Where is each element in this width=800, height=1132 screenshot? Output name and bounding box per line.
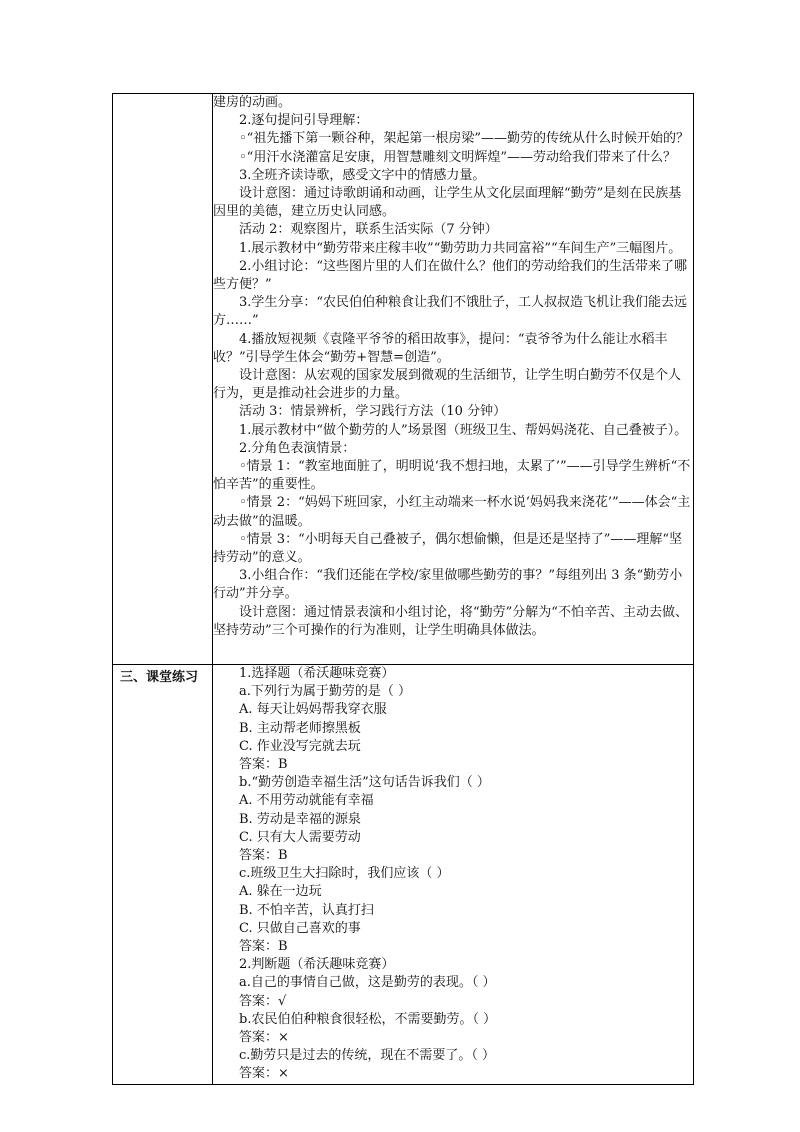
text-line: 2.小组讨论：“这些图片里的人们在做什么？他们的劳动给我们的生活带来了哪些方便？”	[213, 258, 688, 293]
practice-row	[113, 665, 694, 1085]
text-line: 2.判断题（希沃趣味竞赛）	[239, 957, 395, 973]
text-line: a.自己的事情自己做，这是勤劳的表现。（ ）	[239, 975, 496, 991]
text-line: 3.小组合作：“我们还能在学校/家里做哪些勤劳的事？”每组列出 3 条“勤劳小行动”并分享。	[213, 568, 683, 602]
text-line: 2.分角色表演情景：	[239, 440, 356, 456]
text-line: B. 劳动是幸福的源泉	[239, 811, 361, 827]
text-line: 设计意图：通过情景表演和小组讨论，将“勤劳”分解为“不怕辛苦、主动去做、坚持劳动”三个可操作的行为准则，让学生明确具体做法。	[213, 604, 688, 638]
practice-content-cell	[213, 665, 694, 1085]
text-line: C. 只有大人需要劳动	[239, 829, 361, 845]
text-line: a.下列行为属于勤劳的是（ ）	[239, 684, 412, 700]
text-line: 3.全班齐读诗歌，感受文字中的情感力量。	[239, 167, 486, 183]
text-line: 答案：×	[239, 1030, 289, 1046]
text-line: B. 主动帮老师擦黑板	[239, 720, 361, 736]
text-line: ◦“祖先播下第一颗谷种，架起第一根房梁”——勤劳的传统从什么时候开始的？	[239, 131, 689, 147]
text-line: 1.展示教材中“做个勤劳的人”场景图（班级卫生、帮妈妈浇花、自己叠被子）。	[239, 422, 688, 438]
text-line: b.农民伯伯种粮食很轻松，不需要勤劳。（ ）	[239, 1011, 497, 1027]
section-title: 三、课堂练习	[119, 670, 198, 685]
text-line: 答案：×	[239, 1066, 289, 1082]
text-line: ◦情景 2：“妈妈下班回家，小红主动端来一杯水说‘妈妈我来浇花’”——体会“主动去做”的温暖。	[213, 495, 691, 529]
text-line: 答案：B	[239, 757, 288, 773]
text-line: B. 不怕辛苦，认真打扫	[239, 902, 374, 918]
practice-label-cell	[113, 665, 213, 1085]
text-line: C. 作业没写完就去玩	[239, 738, 361, 754]
text-line: 3.学生分享：“农民伯伯种粮食让我们不饿肚子，工人叔叔造飞机让我们能去远方……”	[213, 295, 688, 329]
text-line: 答案：√	[239, 993, 287, 1009]
text-line: 4.播放短视频《袁隆平爷爷的稻田故事》，提问：“袁爷爷为什么能让水稻丰收？”引导学生体会“勤劳+智慧=创造”。	[213, 331, 668, 365]
text-line: 2.逐句提问引导理解：	[239, 113, 369, 129]
lesson-plan-table	[112, 93, 694, 1085]
text-line: 1.展示教材中“勤劳带来庄稼丰收”“勤劳助力共同富裕”“车间生产”三幅图片。	[239, 240, 682, 256]
text-line: ◦“用汗水浇灌富足安康，用智慧雕刻文明辉煌”——劳动给我们带来了什么？	[239, 149, 676, 165]
activity-row	[113, 94, 694, 665]
text-line: 答案：B	[239, 848, 288, 864]
text-line: ◦情景 3：“小明每天自己叠被子，偶尔想偷懒，但是还是坚持了”——理解“坚持劳动”的意义。	[213, 531, 683, 566]
text-line: 建房的动画。	[213, 95, 292, 110]
text-line: 1.选择题（希沃趣味竞赛）	[239, 666, 395, 681]
text-line: 设计意图：通过诗歌朗诵和动画，让学生从文化层面理解“勤劳”是刻在民族基因里的美德，建立历史认同感。	[213, 186, 682, 220]
text-line: b.“勤劳创造幸福生活”这句话告诉我们（ ）	[239, 775, 490, 791]
text-line: 活动 2：观察图片，联系生活实际（7 分钟）	[239, 222, 498, 238]
activity-text-block	[213, 94, 693, 640]
text-line: 活动 3：情景辨析，学习践行方法（10 分钟）	[239, 404, 507, 420]
text-line: 答案：B	[239, 939, 288, 955]
activity-label-cell	[113, 94, 213, 665]
text-line: C. 只做自己喜欢的事	[239, 920, 361, 936]
text-line: A. 每天让妈妈帮我穿衣服	[239, 702, 387, 718]
text-line: c.勤劳只是过去的传统，现在不需要了。（ ）	[239, 1048, 496, 1064]
text-line: c.班级卫生大扫除时，我们应该（ ）	[239, 866, 450, 882]
text-line: A. 躲在一边玩	[239, 884, 322, 900]
text-line: A. 不用劳动就能有幸福	[239, 793, 374, 809]
practice-text-block	[213, 665, 693, 1084]
activity-content-cell	[213, 94, 694, 665]
text-line: ◦情景 1：“教室地面脏了，明明说‘我不想扫地，太累了’”——引导学生辨析“不怕辛苦”的重要性。	[213, 459, 691, 493]
text-line: 设计意图：从宏观的国家发展到微观的生活细节，让学生明白勤劳不仅是个人行为，更是推动社会进步的力量。	[213, 368, 682, 402]
